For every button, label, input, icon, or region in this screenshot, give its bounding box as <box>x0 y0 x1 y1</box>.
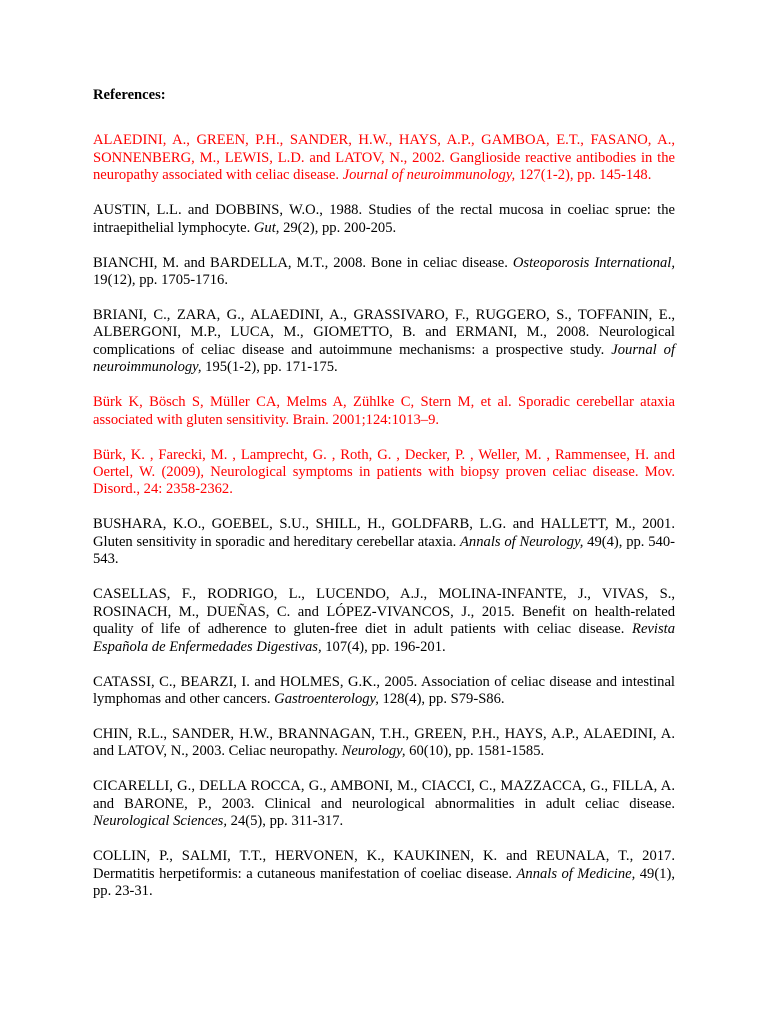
reference-journal: Revista Española de Enfermedades Digestivas, <box>93 621 675 655</box>
reference-journal: Neurology, <box>341 743 406 760</box>
reference-journal: Journal of neuroimmunology, <box>342 167 516 184</box>
reference-text: BIANCHI, M. and BARDELLA, M.T., 2008. Bone in celiac disease. <box>93 254 513 271</box>
reference-details: 60(10), pp. 1581-1585. <box>405 743 545 760</box>
reference-details: 195(1-2), pp. 171-175. <box>201 359 338 376</box>
reference-text: BUSHARA, K.O., GOEBEL, S.U., SHILL, H., GOLDFARB, L.G. and HALLETT, M., 2001. Gluten sensitivity in sporadic and hereditary cerebellar ataxia. <box>93 516 675 550</box>
reference-item <box>93 255 675 290</box>
reference-text: Bürk, K. , Farecki, M. , Lamprecht, G. , Roth, G. , Decker, P. , Weller, M. , Rammensee, H. and Oertel, W. (2009), Neurological symptoms in patients with biopsy proven celiac disease. Mov. Disord., 24: 2358-2362. <box>93 446 675 498</box>
reference-item <box>93 674 675 709</box>
reference-journal: Journal of neuroimmunology, <box>93 341 675 376</box>
reference-item <box>93 586 675 656</box>
reference-item <box>93 132 675 184</box>
reference-text: CICARELLI, G., DELLA ROCCA, G., AMBONI, M., CIACCI, C., MAZZACCA, G., FILLA, A. and BARONE, P., 2003. Clinical and neurological abnormalities in adult celiac disease. <box>93 778 675 812</box>
reference-item <box>93 202 675 237</box>
reference-details: 49(4), pp. 540-543. <box>93 533 675 568</box>
reference-item <box>93 447 675 499</box>
reference-item <box>93 516 675 568</box>
reference-item <box>93 778 675 830</box>
reference-journal: Osteoporosis International, <box>512 254 675 271</box>
reference-text: ALAEDINI, A., GREEN, P.H., SANDER, H.W., HAYS, A.P., GAMBOA, E.T., FASANO, A., SONNENBERG, M., LEWIS, L.D. and LATOV, N., 2002. Ganglioside reactive antibodies in the neuropathy associated with celiac disease. <box>93 132 675 184</box>
reference-text: CHIN, R.L., SANDER, H.W., BRANNAGAN, T.H., GREEN, P.H., HAYS, A.P., ALAEDINI, A. and LATOV, N., 2003. Celiac neuropathy. <box>93 725 675 760</box>
reference-details: 128(4), pp. S79-S86. <box>378 690 505 707</box>
reference-details: 127(1-2), pp. 145-148. <box>515 167 652 184</box>
reference-journal: Gut, <box>253 219 280 236</box>
reference-details: 107(4), pp. 196-201. <box>321 638 446 655</box>
reference-details: 29(2), pp. 200-205. <box>279 219 397 236</box>
reference-journal: Annals of Medicine, <box>516 865 636 882</box>
references-heading: References: <box>93 87 166 103</box>
reference-text: CASELLAS, F., RODRIGO, L., LUCENDO, A.J., MOLINA-INFANTE, J., VIVAS, S., ROSINACH, M., DUEÑAS, C. and LÓPEZ-VIVANCOS, J., 2015. Benefit on health-related quality of life of adherence to gluten-free diet in adult patients with celiac disease. <box>93 586 675 638</box>
reference-text: Bürk K, Bösch S, Müller CA, Melms A, Zühlke C, Stern M, et al. Sporadic cerebellar ataxia associated with gluten sensitivity. Brain. 2001;124:1013–9. <box>93 394 675 428</box>
reference-journal: Neurological Sciences, <box>93 813 228 830</box>
reference-text: AUSTIN, L.L. and DOBBINS, W.O., 1988. Studies of the rectal mucosa in coeliac sprue: the intraepithelial lymphocyte. <box>93 202 675 236</box>
reference-item <box>93 726 675 761</box>
document-page <box>93 87 675 918</box>
reference-item <box>93 307 675 377</box>
reference-text: COLLIN, P., SALMI, T.T., HERVONEN, K., KAUKINEN, K. and REUNALA, T., 2017. Dermatitis herpetiformis: a cutaneous manifestation of coeliac disease. <box>93 848 675 882</box>
reference-journal: Annals of Neurology, <box>460 533 584 550</box>
reference-details: 19(12), pp. 1705-1716. <box>93 272 228 289</box>
reference-details: 49(1), pp. 23-31. <box>93 865 675 899</box>
reference-item <box>93 394 675 429</box>
reference-details: 24(5), pp. 311-317. <box>227 813 344 830</box>
reference-text: CATASSI, C., BEARZI, I. and HOLMES, G.K., 2005. Association of celiac disease and intestinal lymphomas and other cancers. <box>93 673 675 707</box>
reference-journal: Gastroenterology, <box>274 690 379 707</box>
reference-item <box>93 848 675 900</box>
reference-text: BRIANI, C., ZARA, G., ALAEDINI, A., GRASSIVARO, F., RUGGERO, S., TOFFANIN, E., ALBERGONI, M.P., LUCA, M., GIOMETTO, B. and ERMANI, M., 2008. Neurological complications of celiac disease and autoimmune mechanisms: a prospective study. <box>93 307 675 358</box>
